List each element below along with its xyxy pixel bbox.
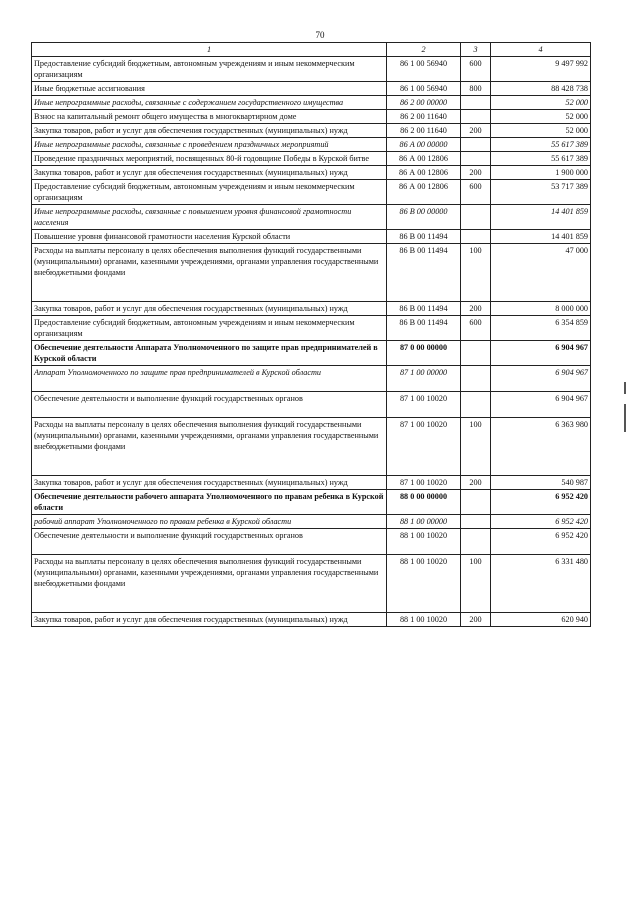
budget-table (31, 42, 591, 627)
row-name-cell: Обеспечение деятельности и выполнение функций государственных органов (32, 392, 387, 418)
row-sum-cell: 88 428 738 (491, 82, 591, 96)
table-row (32, 152, 591, 166)
table-row (32, 392, 591, 418)
row-sum-cell: 52 000 (491, 96, 591, 110)
row-sum-cell: 53 717 389 (491, 180, 591, 205)
row-name-cell: Закупка товаров, работ и услуг для обеспечения государственных (муниципальных) нужд (32, 476, 387, 490)
table-row (32, 418, 591, 476)
row-code-cell: 86 В 00 00000 (387, 205, 461, 230)
column-header-sum: 4 (491, 43, 591, 57)
table-row (32, 476, 591, 490)
table-row (32, 57, 591, 82)
row-name-cell: Предоставление субсидий бюджетным, автономным учреждениям и иным некоммерческим организациям (32, 180, 387, 205)
row-sum-cell: 9 497 992 (491, 57, 591, 82)
scan-edge-mark (624, 382, 626, 394)
row-code-cell: 87 1 00 10020 (387, 392, 461, 418)
row-name-cell: Закупка товаров, работ и услуг для обеспечения государственных (муниципальных) нужд (32, 613, 387, 627)
row-expense-type-cell: 200 (461, 613, 491, 627)
row-code-cell: 87 1 00 00000 (387, 366, 461, 392)
row-name-cell: Аппарат Уполномоченного по защите прав предпринимателей в Курской области (32, 366, 387, 392)
row-code-cell: 86 А 00 00000 (387, 138, 461, 152)
row-expense-type-cell: 200 (461, 124, 491, 138)
row-expense-type-cell: 100 (461, 244, 491, 302)
row-expense-type-cell: 600 (461, 180, 491, 205)
row-expense-type-cell (461, 138, 491, 152)
row-name-cell: Расходы на выплаты персоналу в целях обеспечения выполнения функций государственными (муниципальными) органами, казенными учреждениями, органами управления государственными внебюджетными фондами (32, 418, 387, 476)
row-expense-type-cell (461, 96, 491, 110)
row-code-cell: 87 1 00 10020 (387, 476, 461, 490)
row-expense-type-cell: 200 (461, 476, 491, 490)
row-code-cell: 86 А 00 12806 (387, 166, 461, 180)
row-name-cell: Иные непрограммные расходы, связанные с содержанием государственного имущества (32, 96, 387, 110)
table-row (32, 613, 591, 627)
row-sum-cell: 55 617 389 (491, 138, 591, 152)
row-name-cell: Повышение уровня финансовой грамотности населения Курской области (32, 230, 387, 244)
row-sum-cell: 52 000 (491, 110, 591, 124)
row-sum-cell: 6 904 967 (491, 366, 591, 392)
row-sum-cell: 6 904 967 (491, 341, 591, 366)
row-name-cell: Иные непрограммные расходы, связанные с повышением уровня финансовой грамотности населения (32, 205, 387, 230)
row-sum-cell: 6 904 967 (491, 392, 591, 418)
table-row (32, 96, 591, 110)
row-code-cell: 86 2 00 11640 (387, 110, 461, 124)
column-header-code: 2 (387, 43, 461, 57)
row-name-cell: рабочий аппарат Уполномоченного по правам ребенка в Курской области (32, 515, 387, 529)
row-code-cell: 88 1 00 10020 (387, 555, 461, 613)
row-name-cell: Иные бюджетные ассигнования (32, 82, 387, 96)
column-header-expense-type: 3 (461, 43, 491, 57)
row-sum-cell: 14 401 859 (491, 205, 591, 230)
table-row (32, 110, 591, 124)
row-sum-cell: 6 952 420 (491, 490, 591, 515)
row-sum-cell: 6 952 420 (491, 515, 591, 529)
row-name-cell: Закупка товаров, работ и услуг для обеспечения государственных (муниципальных) нужд (32, 166, 387, 180)
table-row (32, 244, 591, 302)
row-code-cell: 86 А 00 12806 (387, 180, 461, 205)
table-row (32, 230, 591, 244)
row-expense-type-cell: 800 (461, 82, 491, 96)
row-code-cell: 87 1 00 10020 (387, 418, 461, 476)
table-row (32, 205, 591, 230)
row-sum-cell: 6 331 480 (491, 555, 591, 613)
table-row (32, 166, 591, 180)
row-code-cell: 86 В 00 11494 (387, 302, 461, 316)
row-name-cell: Расходы на выплаты персоналу в целях обеспечения выполнения функций государственными (муниципальными) органами, казенными учреждениями, органами управления государственными внебюджетными фондами (32, 244, 387, 302)
row-name-cell: Закупка товаров, работ и услуг для обеспечения государственных (муниципальных) нужд (32, 124, 387, 138)
column-header-name: 1 (32, 43, 387, 57)
row-expense-type-cell (461, 529, 491, 555)
row-name-cell: Обеспечение деятельности и выполнение функций государственных органов (32, 529, 387, 555)
row-code-cell: 87 0 00 00000 (387, 341, 461, 366)
table-row (32, 82, 591, 96)
table-body (32, 57, 591, 627)
row-expense-type-cell: 100 (461, 418, 491, 476)
table-row (32, 529, 591, 555)
page-number: 70 (315, 30, 325, 40)
row-expense-type-cell (461, 341, 491, 366)
row-expense-type-cell (461, 490, 491, 515)
row-name-cell: Закупка товаров, работ и услуг для обеспечения государственных (муниципальных) нужд (32, 302, 387, 316)
row-expense-type-cell (461, 152, 491, 166)
row-sum-cell: 6 363 980 (491, 418, 591, 476)
row-expense-type-cell: 200 (461, 166, 491, 180)
table-row (32, 302, 591, 316)
row-code-cell: 86 В 00 11494 (387, 244, 461, 302)
row-code-cell: 86 1 00 56940 (387, 57, 461, 82)
row-sum-cell: 14 401 859 (491, 230, 591, 244)
row-expense-type-cell: 100 (461, 555, 491, 613)
row-sum-cell: 540 987 (491, 476, 591, 490)
row-expense-type-cell (461, 366, 491, 392)
row-code-cell: 86 В 00 11494 (387, 230, 461, 244)
table-header-row (32, 43, 591, 57)
table-row (32, 366, 591, 392)
table-row (32, 138, 591, 152)
row-expense-type-cell (461, 205, 491, 230)
row-name-cell: Взнос на капитальный ремонт общего имущества в многоквартирном доме (32, 110, 387, 124)
scan-edge-mark (624, 404, 626, 432)
row-expense-type-cell: 200 (461, 302, 491, 316)
row-code-cell: 86 2 00 00000 (387, 96, 461, 110)
row-sum-cell: 620 940 (491, 613, 591, 627)
row-expense-type-cell (461, 392, 491, 418)
row-sum-cell: 52 000 (491, 124, 591, 138)
row-name-cell: Обеспечение деятельности рабочего аппарата Уполномоченного по правам ребенка в Курской области (32, 490, 387, 515)
row-sum-cell: 55 617 389 (491, 152, 591, 166)
table-row (32, 341, 591, 366)
row-code-cell: 86 2 00 11640 (387, 124, 461, 138)
row-expense-type-cell (461, 230, 491, 244)
table-row (32, 515, 591, 529)
row-expense-type-cell (461, 110, 491, 124)
row-name-cell: Предоставление субсидий бюджетным, автономным учреждениям и иным некоммерческим организациям (32, 57, 387, 82)
table-row (32, 124, 591, 138)
row-sum-cell: 6 354 859 (491, 316, 591, 341)
row-name-cell: Предоставление субсидий бюджетным, автономным учреждениям и иным некоммерческим организациям (32, 316, 387, 341)
row-name-cell: Проведение праздничных мероприятий, посвященных 80-й годовщине Победы в Курской битве (32, 152, 387, 166)
row-expense-type-cell: 600 (461, 57, 491, 82)
row-name-cell: Обеспечение деятельности Аппарата Уполномоченного по защите прав предпринимателей в Курской области (32, 341, 387, 366)
row-code-cell: 88 1 00 00000 (387, 515, 461, 529)
row-code-cell: 86 1 00 56940 (387, 82, 461, 96)
table-row (32, 180, 591, 205)
row-sum-cell: 8 000 000 (491, 302, 591, 316)
table-row (32, 555, 591, 613)
row-expense-type-cell (461, 515, 491, 529)
row-sum-cell: 6 952 420 (491, 529, 591, 555)
row-code-cell: 86 В 00 11494 (387, 316, 461, 341)
row-sum-cell: 47 000 (491, 244, 591, 302)
table-row (32, 490, 591, 515)
row-code-cell: 86 А 00 12806 (387, 152, 461, 166)
row-name-cell: Иные непрограммные расходы, связанные с проведением праздничных мероприятий (32, 138, 387, 152)
row-code-cell: 88 1 00 10020 (387, 529, 461, 555)
row-code-cell: 88 1 00 10020 (387, 613, 461, 627)
row-code-cell: 88 0 00 00000 (387, 490, 461, 515)
row-sum-cell: 1 900 000 (491, 166, 591, 180)
table-row (32, 316, 591, 341)
row-name-cell: Расходы на выплаты персоналу в целях обеспечения выполнения функций государственными (муниципальными) органами, казенными учреждениями, органами управления государственными внебюджетными фондами (32, 555, 387, 613)
row-expense-type-cell: 600 (461, 316, 491, 341)
